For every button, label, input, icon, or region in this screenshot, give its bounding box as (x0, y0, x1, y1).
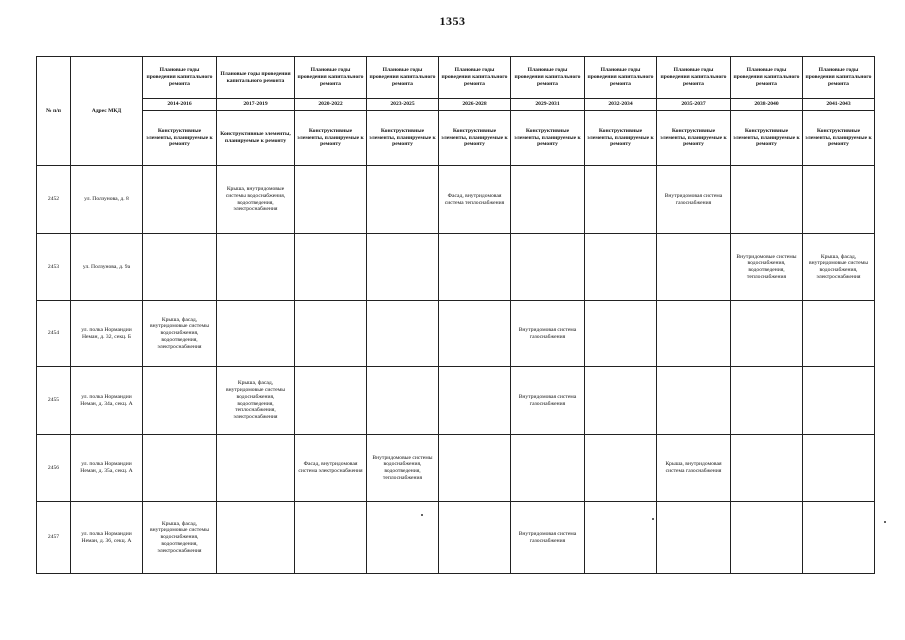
period-title: Плановые годы проведения капитального ремонта (657, 57, 731, 99)
scan-speck (421, 514, 423, 516)
table-row (37, 435, 875, 502)
repair-cell: Крыша, фасад, внутридомовые системы водоснабжения, водоотведения, теплоснабжения, электроснабжения (217, 367, 295, 435)
address-header: Адрес МКД (71, 57, 143, 166)
row-number: 2455 (37, 367, 71, 435)
period-title: Плановые годы проведения капитального ремонта (803, 57, 875, 99)
period-title: Плановые годы проведения капитального ремонта (295, 57, 367, 99)
repair-cell (367, 166, 439, 234)
repair-cell (439, 301, 511, 367)
repair-cell: Внутридомовая система газоснабжения (511, 301, 585, 367)
repair-cell (803, 435, 875, 502)
repair-cell (585, 435, 657, 502)
repair-cell (439, 502, 511, 574)
row-address: ул. полка Нормандии Неман, д. 36, секц. А (71, 502, 143, 574)
period-subtitle: Конструктивные элементы, планируемые к ремонту (439, 111, 511, 166)
repair-cell (295, 166, 367, 234)
repair-cell (439, 367, 511, 435)
repair-cell (143, 234, 217, 301)
repair-cell: Внутридомовая система газоснабжения (511, 367, 585, 435)
period-title: Плановые годы проведения капитального ремонта (731, 57, 803, 99)
period-subtitle: Конструктивные элементы, планируемые к ремонту (657, 111, 731, 166)
repair-cell (731, 502, 803, 574)
period-title: Плановые годы проведения капитального ремонта (585, 57, 657, 99)
repair-cell: Внутридомовые системы водоснабжения, водоотведения, теплоснабжения (731, 234, 803, 301)
repair-cell (731, 166, 803, 234)
repair-cell: Внутридомовые системы водоснабжения, водоотведения, теплоснабжения (367, 435, 439, 502)
repair-cell (585, 301, 657, 367)
repair-cell (511, 166, 585, 234)
scan-speck (652, 518, 654, 520)
repair-cell: Крыша, фасад, внутридомовые системы водоснабжения, электроснабжения (803, 234, 875, 301)
repair-cell (657, 367, 731, 435)
repair-cell (295, 367, 367, 435)
period-title: Плановые годы проведения капитального ремонта (439, 57, 511, 99)
repair-cell (803, 301, 875, 367)
row-number: 2456 (37, 435, 71, 502)
repair-cell: Фасад, внутридомовая система электроснабжения (295, 435, 367, 502)
repair-cell (803, 367, 875, 435)
repair-cell (143, 166, 217, 234)
period-title: Плановые годы проведения капитального ремонта (143, 57, 217, 99)
period-subtitle: Конструктивные элементы, планируемые к ремонту (803, 111, 875, 166)
period-title: Плановые годы проведения капитального ремонта (217, 57, 295, 99)
repair-cell: Крыша, внутридомовая система газоснабжения (657, 435, 731, 502)
table-row (37, 367, 875, 435)
repair-cell (367, 367, 439, 435)
repair-cell (803, 166, 875, 234)
repair-cell: Внутридомовая система газоснабжения (657, 166, 731, 234)
repair-cell (143, 367, 217, 435)
table-row (37, 502, 875, 574)
repair-cell (803, 502, 875, 574)
row-address: ул. Ползунова, д. 9а (71, 234, 143, 301)
period-subtitle: Конструктивные элементы, планируемые к ремонту (367, 111, 439, 166)
capital-repair-plan-table (36, 56, 875, 574)
repair-cell: Крыша, внутридомовые системы водоснабжения, водоотведения, электроснабжения (217, 166, 295, 234)
row-number: 2454 (37, 301, 71, 367)
repair-cell (217, 435, 295, 502)
table-row (37, 301, 875, 367)
period-title: Плановые годы проведения капитального ремонта (367, 57, 439, 99)
page-number: 1353 (439, 14, 466, 28)
repair-cell (143, 435, 217, 502)
repair-cell (217, 502, 295, 574)
period-subtitle: Конструктивные элементы, планируемые к ремонту (585, 111, 657, 166)
period-subtitle: Конструктивные элементы, планируемые к ремонту (731, 111, 803, 166)
table-row (37, 166, 875, 234)
period-title: Плановые годы проведения капитального ремонта (511, 57, 585, 99)
repair-cell (731, 367, 803, 435)
period-subtitle: Конструктивные элементы, планируемые к ремонту (143, 111, 217, 166)
period-years: 2038-2040 (731, 99, 803, 111)
period-years: 2026-2028 (439, 99, 511, 111)
row-address: ул. полка Нормандии Неман, д. 34а, секц. А (71, 367, 143, 435)
repair-cell (439, 435, 511, 502)
period-subtitle: Конструктивные элементы, планируемые к ремонту (217, 111, 295, 166)
num-header: № п/п (37, 57, 71, 166)
repair-cell (295, 301, 367, 367)
row-number: 2453 (37, 234, 71, 301)
period-subtitle: Конструктивные элементы, планируемые к ремонту (295, 111, 367, 166)
period-years: 2035-2037 (657, 99, 731, 111)
row-number: 2452 (37, 166, 71, 234)
row-number: 2457 (37, 502, 71, 574)
repair-cell: Фасад, внутридомовая система теплоснабжения (439, 166, 511, 234)
period-years: 2023-2025 (367, 99, 439, 111)
repair-cell (731, 301, 803, 367)
row-address: ул. полка Нормандии Неман, д. 32, секц. Б (71, 301, 143, 367)
period-years: 2014-2016 (143, 99, 217, 111)
period-subtitle: Конструктивные элементы, планируемые к ремонту (511, 111, 585, 166)
period-years: 2017-2019 (217, 99, 295, 111)
repair-cell (585, 234, 657, 301)
repair-cell (217, 301, 295, 367)
repair-cell: Крыша, фасад, внутридомовые системы водоснабжения, водоотведения, электроснабжения (143, 502, 217, 574)
repair-cell (295, 502, 367, 574)
period-years: 2032-2034 (585, 99, 657, 111)
period-years: 2029-2031 (511, 99, 585, 111)
repair-cell (511, 435, 585, 502)
repair-cell: Внутридомовая система газоснабжения (511, 502, 585, 574)
table-row (37, 234, 875, 301)
repair-cell (585, 502, 657, 574)
repair-cell (657, 234, 731, 301)
repair-cell (657, 301, 731, 367)
repair-cell (367, 234, 439, 301)
repair-cell (585, 166, 657, 234)
row-address: ул. Ползунова, д. 8 (71, 166, 143, 234)
repair-cell (585, 367, 657, 435)
repair-cell (295, 234, 367, 301)
repair-cell (731, 435, 803, 502)
row-address: ул. полка Нормандии Неман, д. 35а, секц. А (71, 435, 143, 502)
repair-cell (367, 502, 439, 574)
repair-cell (657, 502, 731, 574)
repair-cell (439, 234, 511, 301)
scan-speck (884, 521, 886, 523)
period-years: 2020-2022 (295, 99, 367, 111)
period-years: 2041-2043 (803, 99, 875, 111)
repair-cell (511, 234, 585, 301)
repair-cell: Крыша, фасад, внутридомовые системы водоснабжения, водоотведения, электроснабжения (143, 301, 217, 367)
repair-cell (367, 301, 439, 367)
repair-cell (217, 234, 295, 301)
